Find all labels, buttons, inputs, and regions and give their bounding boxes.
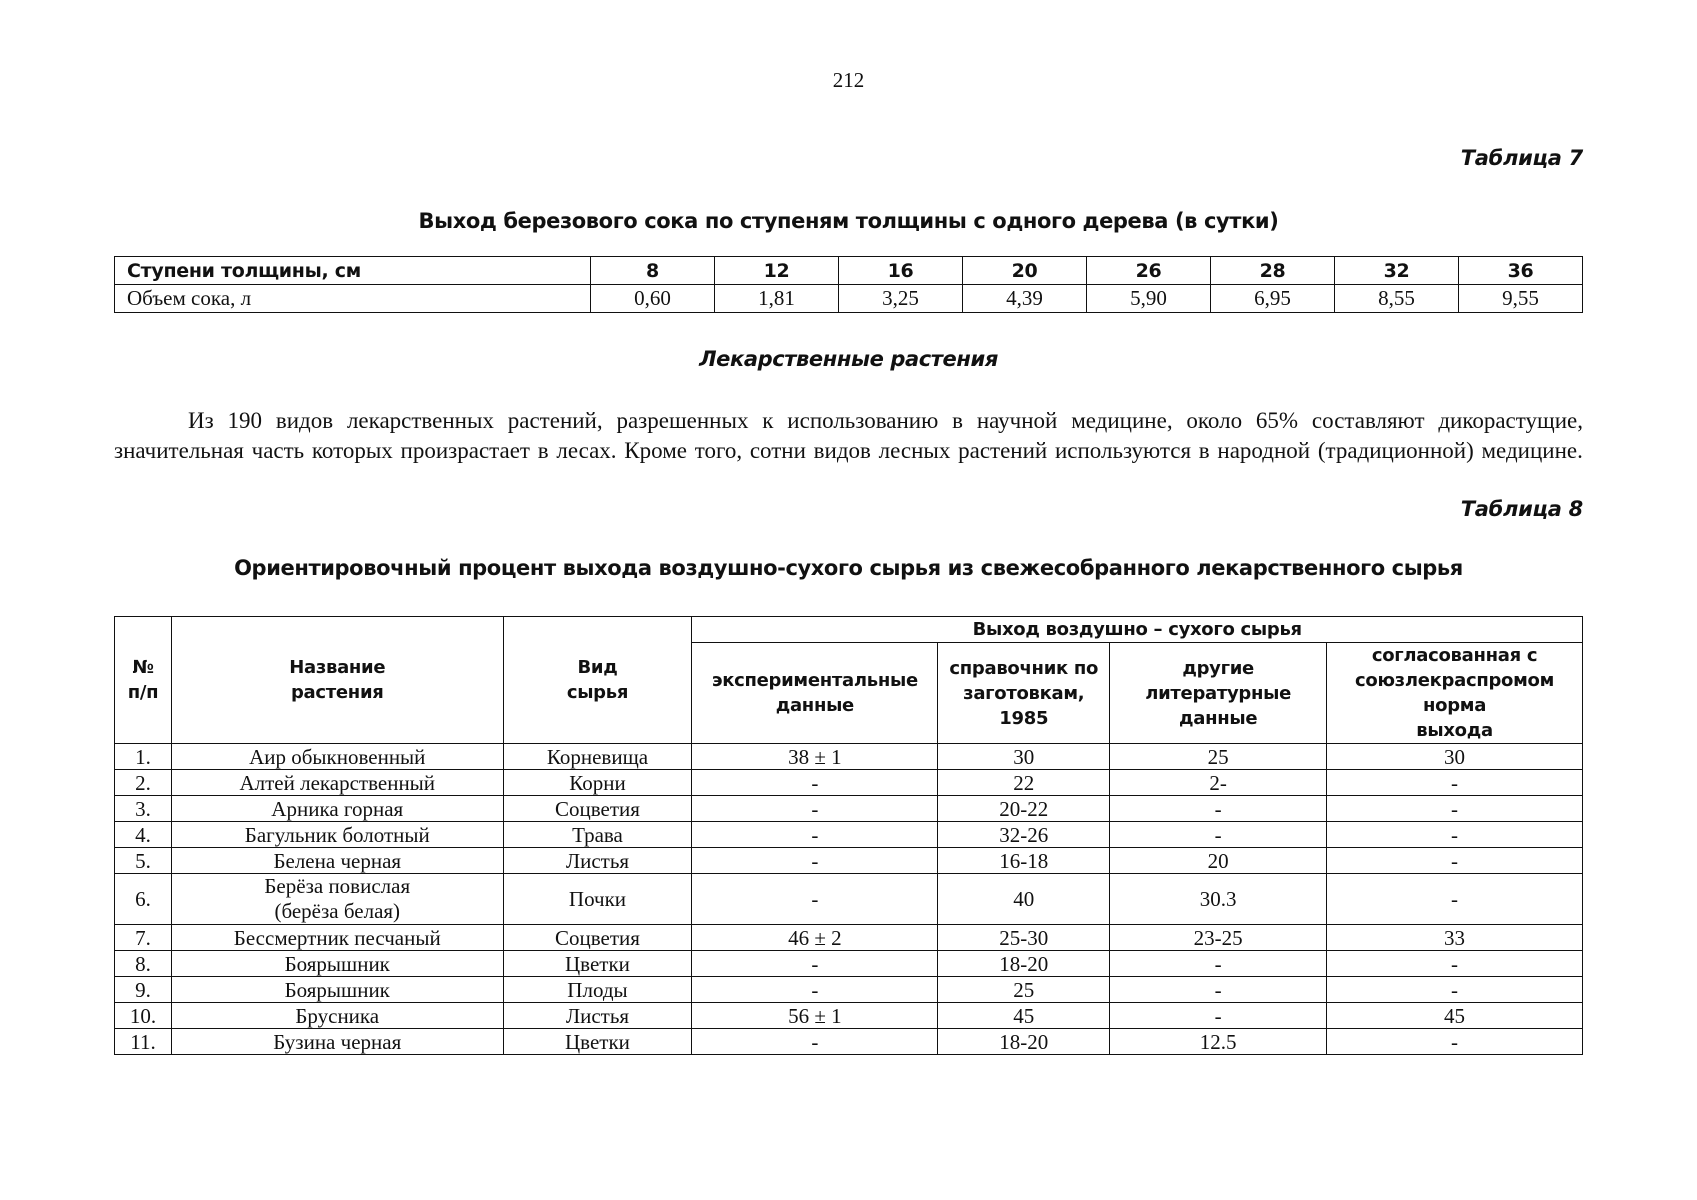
table-7-cell: 9,55 bbox=[1459, 285, 1583, 313]
column-header-literature: другие литературные данные bbox=[1110, 643, 1327, 744]
reference-value: 20-22 bbox=[938, 796, 1110, 822]
literature-value: - bbox=[1110, 977, 1327, 1003]
table-7-header-row bbox=[115, 257, 1583, 285]
raw-material-type: Корневища bbox=[503, 744, 692, 770]
reference-value: 16-18 bbox=[938, 848, 1110, 874]
reference-value: 18-20 bbox=[938, 1029, 1110, 1055]
table-row bbox=[115, 1003, 1583, 1029]
table-row bbox=[115, 874, 1583, 925]
row-number: 4. bbox=[115, 822, 172, 848]
body-paragraph: Из 190 видов лекарственных растений, разрешенных к использованию в научной медицине, около 65% составляют дикорастущие, значительная часть которых произрастает в лесах. Кроме того, сотни видов лесных растений используются в народной (традиционной) медицине. bbox=[114, 408, 1583, 463]
column-header-number: № п/п bbox=[115, 617, 172, 744]
norm-value: - bbox=[1327, 770, 1583, 796]
table-7-header-cell: 32 bbox=[1335, 257, 1459, 285]
plant-name: Багульник болотный bbox=[171, 822, 503, 848]
experimental-value: 46 ± 2 bbox=[692, 925, 938, 951]
plant-name: Берёза повислая (берёза белая) bbox=[171, 874, 503, 925]
table-7-cell: 1,81 bbox=[715, 285, 839, 313]
table-row bbox=[115, 796, 1583, 822]
row-number: 11. bbox=[115, 1029, 172, 1055]
table-7-label: Таблица 7 bbox=[1460, 146, 1583, 170]
norm-value: - bbox=[1327, 822, 1583, 848]
plant-name: Арника горная bbox=[171, 796, 503, 822]
table-7-header-cell: 12 bbox=[715, 257, 839, 285]
experimental-value: - bbox=[692, 796, 938, 822]
plant-name: Боярышник bbox=[171, 977, 503, 1003]
table-7-cell: 4,39 bbox=[963, 285, 1087, 313]
page-number: 212 bbox=[832, 68, 865, 92]
row-number: 5. bbox=[115, 848, 172, 874]
column-header-norm: согласованная с союзлекраспромом норма выхода bbox=[1327, 643, 1583, 744]
row-number: 7. bbox=[115, 925, 172, 951]
table-row bbox=[115, 770, 1583, 796]
experimental-value: - bbox=[692, 1029, 938, 1055]
table-7-header-cell: 28 bbox=[1211, 257, 1335, 285]
literature-value: 23-25 bbox=[1110, 925, 1327, 951]
literature-value: - bbox=[1110, 796, 1327, 822]
table-7-cell: 8,55 bbox=[1335, 285, 1459, 313]
row-number: 3. bbox=[115, 796, 172, 822]
table-8-label: Таблица 8 bbox=[1460, 497, 1583, 521]
literature-value: 25 bbox=[1110, 744, 1327, 770]
raw-material-type: Соцветия bbox=[503, 925, 692, 951]
plant-name: Боярышник bbox=[171, 951, 503, 977]
row-number: 9. bbox=[115, 977, 172, 1003]
table-7-header-cell: 36 bbox=[1459, 257, 1583, 285]
table-row bbox=[115, 744, 1583, 770]
reference-value: 32-26 bbox=[938, 822, 1110, 848]
raw-material-type: Соцветия bbox=[503, 796, 692, 822]
norm-value: - bbox=[1327, 1029, 1583, 1055]
table-row bbox=[115, 848, 1583, 874]
raw-material-type: Листья bbox=[503, 1003, 692, 1029]
literature-value: 12.5 bbox=[1110, 1029, 1327, 1055]
norm-value: - bbox=[1327, 848, 1583, 874]
norm-value: 30 bbox=[1327, 744, 1583, 770]
raw-material-type: Цветки bbox=[503, 951, 692, 977]
row-number: 2. bbox=[115, 770, 172, 796]
row-number: 1. bbox=[115, 744, 172, 770]
column-group-header: Выход воздушно – сухого сырья bbox=[692, 617, 1583, 643]
table-7-title: Выход березового сока по ступеням толщины с одного дерева (в сутки) bbox=[418, 209, 1279, 233]
table-8 bbox=[114, 616, 1583, 1055]
experimental-value: - bbox=[692, 822, 938, 848]
experimental-value: - bbox=[692, 848, 938, 874]
table-7-header-cell: 26 bbox=[1087, 257, 1211, 285]
plant-name: Бузина черная bbox=[171, 1029, 503, 1055]
table-row bbox=[115, 1029, 1583, 1055]
reference-value: 25-30 bbox=[938, 925, 1110, 951]
experimental-value: - bbox=[692, 770, 938, 796]
experimental-value: - bbox=[692, 951, 938, 977]
table-row bbox=[115, 951, 1583, 977]
table-7-data-row bbox=[115, 285, 1583, 313]
section-title: Лекарственные растения bbox=[699, 347, 998, 371]
table-7-row-label: Объем сока, л bbox=[115, 285, 591, 313]
table-7-header-cell: 16 bbox=[839, 257, 963, 285]
plant-name: Аир обыкновенный bbox=[171, 744, 503, 770]
reference-value: 18-20 bbox=[938, 951, 1110, 977]
plant-name: Бессмертник песчаный bbox=[171, 925, 503, 951]
plant-name: Алтей лекарственный bbox=[171, 770, 503, 796]
table-7-cell: 6,95 bbox=[1211, 285, 1335, 313]
row-number: 6. bbox=[115, 874, 172, 925]
norm-value: 45 bbox=[1327, 1003, 1583, 1029]
plant-name: Белена черная bbox=[171, 848, 503, 874]
column-header-reference: справочник по заготовкам, 1985 bbox=[938, 643, 1110, 744]
reference-value: 22 bbox=[938, 770, 1110, 796]
row-number: 8. bbox=[115, 951, 172, 977]
reference-value: 30 bbox=[938, 744, 1110, 770]
table-row bbox=[115, 925, 1583, 951]
norm-value: - bbox=[1327, 796, 1583, 822]
table-7-header-cell: 8 bbox=[591, 257, 715, 285]
experimental-value: - bbox=[692, 977, 938, 1003]
reference-value: 45 bbox=[938, 1003, 1110, 1029]
norm-value: - bbox=[1327, 951, 1583, 977]
plant-name: Брусника bbox=[171, 1003, 503, 1029]
column-header-type: Вид сырья bbox=[503, 617, 692, 744]
raw-material-type: Корни bbox=[503, 770, 692, 796]
experimental-value: - bbox=[692, 874, 938, 925]
norm-value: - bbox=[1327, 874, 1583, 925]
literature-value: - bbox=[1110, 1003, 1327, 1029]
literature-value: 20 bbox=[1110, 848, 1327, 874]
table-7-cell: 0,60 bbox=[591, 285, 715, 313]
raw-material-type: Почки bbox=[503, 874, 692, 925]
table-row bbox=[115, 822, 1583, 848]
column-header-name: Название растения bbox=[171, 617, 503, 744]
reference-value: 40 bbox=[938, 874, 1110, 925]
table-7-header-cell: 20 bbox=[963, 257, 1087, 285]
raw-material-type: Цветки bbox=[503, 1029, 692, 1055]
table-8-body bbox=[115, 744, 1583, 1055]
literature-value: 30.3 bbox=[1110, 874, 1327, 925]
norm-value: - bbox=[1327, 977, 1583, 1003]
table-8-title: Ориентировочный процент выхода воздушно-сухого сырья из свежесобранного лекарственного сырья bbox=[234, 556, 1463, 580]
literature-value: - bbox=[1110, 822, 1327, 848]
raw-material-type: Трава bbox=[503, 822, 692, 848]
experimental-value: 56 ± 1 bbox=[692, 1003, 938, 1029]
row-number: 10. bbox=[115, 1003, 172, 1029]
norm-value: 33 bbox=[1327, 925, 1583, 951]
table-row bbox=[115, 977, 1583, 1003]
column-header-experimental: экспериментальные данные bbox=[692, 643, 938, 744]
table-7-cell: 3,25 bbox=[839, 285, 963, 313]
literature-value: 2- bbox=[1110, 770, 1327, 796]
raw-material-type: Листья bbox=[503, 848, 692, 874]
table-7-cell: 5,90 bbox=[1087, 285, 1211, 313]
raw-material-type: Плоды bbox=[503, 977, 692, 1003]
reference-value: 25 bbox=[938, 977, 1110, 1003]
table-7 bbox=[114, 256, 1583, 313]
table-8-header-row bbox=[115, 617, 1583, 643]
literature-value: - bbox=[1110, 951, 1327, 977]
experimental-value: 38 ± 1 bbox=[692, 744, 938, 770]
table-7-header-label: Ступени толщины, см bbox=[115, 257, 591, 285]
